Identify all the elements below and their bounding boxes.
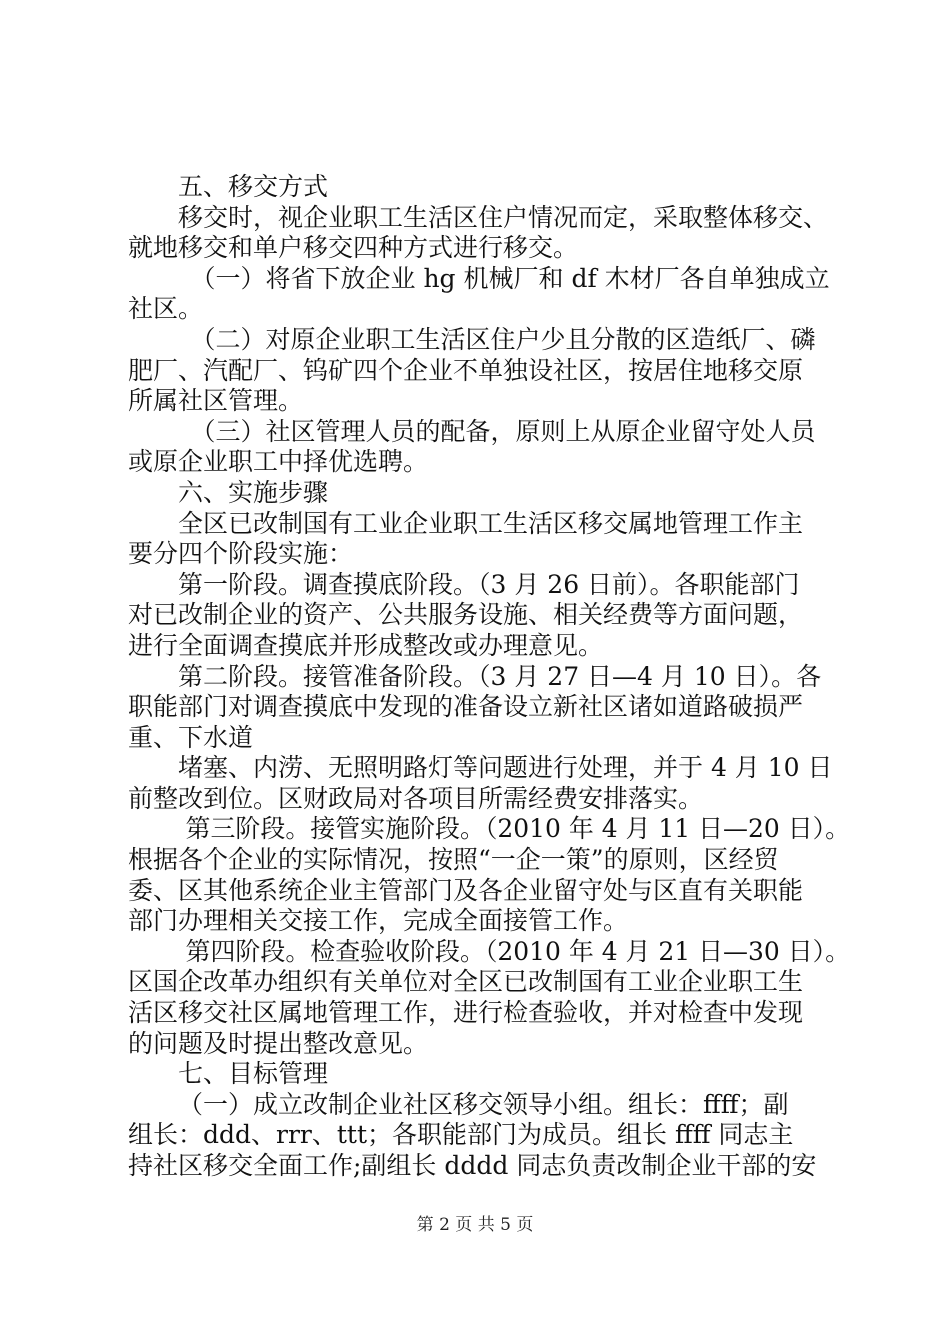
text-line: 六、实施步骤: [178, 477, 329, 507]
text-line: 的问题及时提出整改意见。: [128, 1028, 429, 1058]
text-line: 或原企业职工中择优选聘。: [128, 447, 429, 477]
text-line: 第四阶段。检查验收阶段。（2010 年 4 月 21 日—30 日）。: [185, 936, 851, 966]
document-body: [128, 172, 850, 1182]
text-line: 移交时，视企业职工生活区住户情况而定，采取整体移交、: [178, 202, 829, 232]
page-footer: 第 2 页 共 5 页: [416, 1215, 534, 1235]
text-line: 社区。: [128, 294, 204, 324]
text-line: 肥厂、汽配厂、钨矿四个企业不单独设社区，按居住地移交原: [128, 355, 804, 385]
text-line: 持社区移交全面工作;副组长 dddd 同志负责改制企业干部的安: [128, 1151, 817, 1180]
text-line: 要分四个阶段实施：: [128, 539, 354, 569]
text-line: （三）社区管理人员的配备，原则上从原企业留守处人员: [190, 416, 816, 446]
text-line: 第一阶段。调查摸底阶段。（3 月 26 日前）。各职能部门: [178, 569, 800, 599]
text-line: 组长：ddd、rrr、ttt；各职能部门为成员。组长 ffff 同志主: [128, 1120, 794, 1150]
text-line: 所属社区管理。: [128, 386, 304, 416]
text-line: 第三阶段。接管实施阶段。（2010 年 4 月 11 日—20 日）。: [185, 814, 851, 844]
text-line: 对已改制企业的资产、公共服务设施、相关经费等方面问题，: [128, 600, 804, 630]
text-line: 就地移交和单户移交四种方式进行移交。: [128, 233, 579, 263]
text-line: 部门办理相关交接工作，完成全面接管工作。: [128, 906, 629, 936]
text-line: 根据各个企业的实际情况，按照“一企一策”的原则，区经贸: [128, 845, 779, 875]
text-line: 活区移交社区属地管理工作，进行检查验收，并对检查中发现: [128, 998, 804, 1028]
text-line: 堵塞、内涝、无照明路灯等问题进行处理，并于 4 月 10 日: [178, 753, 833, 783]
text-line: 全区已改制国有工业企业职工生活区移交属地管理工作主: [178, 508, 804, 538]
text-line: 七、目标管理: [178, 1059, 329, 1089]
text-line: 重、下水道: [128, 722, 254, 752]
text-line: （一）将省下放企业 hg 机械厂和 df 木材厂各自单独成立: [190, 263, 830, 293]
text-line: 第二阶段。接管准备阶段。（3 月 27 日—4 月 10 日）。各: [178, 661, 822, 691]
text-line: 前整改到位。区财政局对各项目所需经费安排落实。: [128, 783, 704, 813]
text-line: 职能部门对调查摸底中发现的准备设立新社区诸如道路破损严: [128, 692, 804, 722]
text-line: 五、移交方式: [178, 172, 329, 201]
text-line: 委、区其他系统企业主管部门及各企业留守处与区直有关职能: [128, 875, 804, 905]
text-line: 进行全面调查摸底并形成整改或办理意见。: [128, 630, 604, 660]
text-line: 区国企改革办组织有关单位对全区已改制国有工业企业职工生: [128, 967, 804, 997]
text-line: （一）成立改制企业社区移交领导小组。组长：ffff；副: [178, 1089, 789, 1119]
text-line: （二）对原企业职工生活区住户少且分散的区造纸厂、磷: [190, 324, 816, 354]
